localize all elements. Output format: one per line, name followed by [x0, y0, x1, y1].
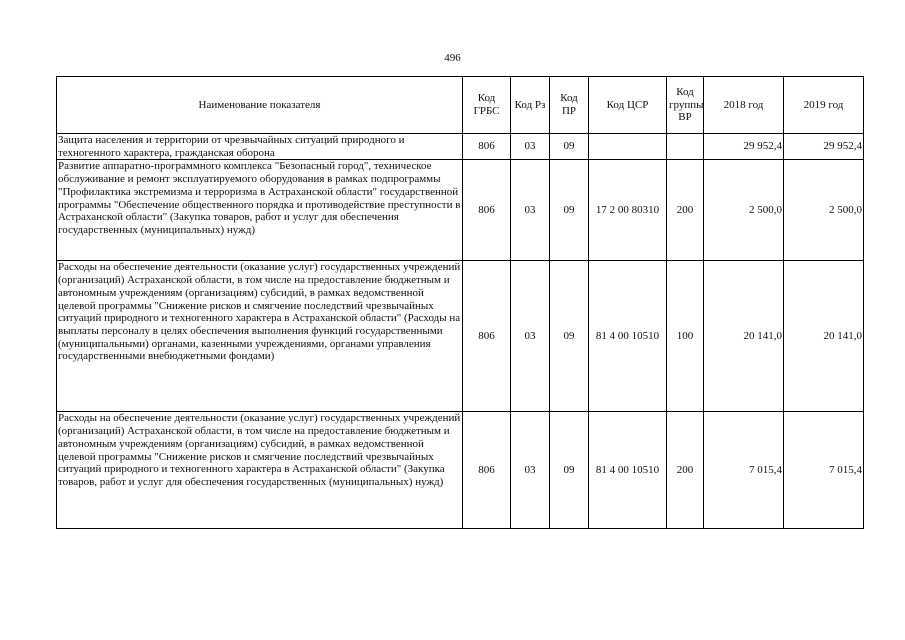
- header-grbs: Код ГРБС: [463, 77, 511, 134]
- row-pr: 09: [550, 160, 589, 261]
- page-number: 496: [444, 52, 461, 64]
- row-name: Развитие аппаратно-программного комплекса "Безопасный город", техническое обслуживание и ремонт эксплуатируемого оборудования в рамках подпрограммы "Профилактика экстремизма и терроризма в Астраханской области" государственной программы "Обеспечение общественного порядка и противодействие преступности в Астраханской области" (Закупка товаров, работ и услуг для обеспечения государственных (муниципальных) нужд): [57, 160, 463, 261]
- table-row: [57, 261, 864, 412]
- row-pr: 09: [550, 134, 589, 160]
- row-rz: 03: [511, 160, 550, 261]
- header-rz: Код Рз: [511, 77, 550, 134]
- row-2018: 2 500,0: [704, 160, 784, 261]
- row-name: Защита населения и территории от чрезвычайных ситуаций природного и техногенного характера, гражданская оборона: [57, 134, 463, 160]
- row-pr: 09: [550, 261, 589, 412]
- row-csr: 81 4 00 10510: [589, 412, 667, 529]
- row-grbs: 806: [463, 261, 511, 412]
- row-pr: 09: [550, 412, 589, 529]
- row-2019: 20 141,0: [784, 261, 864, 412]
- row-csr: 17 2 00 80310: [589, 160, 667, 261]
- budget-table: [56, 76, 864, 529]
- row-name: Расходы на обеспечение деятельности (оказание услуг) государственных учреждений (организаций) Астраханской области, в том числе на предоставление бюджетным и автономным учреждениям (организациям) субсидий, в рамках ведомственной целевой программы "Снижение рисков и смягчение последствий чрезвычайных ситуаций природного и техногенного характера в Астраханской области" (Расходы на выплаты персоналу в целях обеспечения выполнения функций государственными (муниципальными) органами, казенными учреждениями, органами управления государственными внебюджетными фондами): [57, 261, 463, 412]
- row-csr: [589, 134, 667, 160]
- row-rz: 03: [511, 261, 550, 412]
- row-grbs: 806: [463, 160, 511, 261]
- header-vr: Код группы ВР: [667, 77, 704, 134]
- row-2018: 7 015,4: [704, 412, 784, 529]
- table-row: [57, 412, 864, 529]
- row-2018: 20 141,0: [704, 261, 784, 412]
- table-row: [57, 160, 864, 261]
- row-vr: [667, 134, 704, 160]
- row-2018: 29 952,4: [704, 134, 784, 160]
- row-grbs: 806: [463, 134, 511, 160]
- row-vr: 200: [667, 160, 704, 261]
- row-vr: 200: [667, 412, 704, 529]
- header-2019: 2019 год: [784, 77, 864, 134]
- header-name: Наименование показателя: [57, 77, 463, 134]
- row-2019: 7 015,4: [784, 412, 864, 529]
- row-grbs: 806: [463, 412, 511, 529]
- header-pr: Код ПР: [550, 77, 589, 134]
- row-rz: 03: [511, 412, 550, 529]
- row-rz: 03: [511, 134, 550, 160]
- header-csr: Код ЦСР: [589, 77, 667, 134]
- row-vr: 100: [667, 261, 704, 412]
- row-csr: 81 4 00 10510: [589, 261, 667, 412]
- row-name: Расходы на обеспечение деятельности (оказание услуг) государственных учреждений (организаций) Астраханской области, в том числе на предоставление бюджетным и автономным учреждениям (организациям) субсидий, в рамках ведомственной целевой программы "Снижение рисков и смягчение последствий чрезвычайных ситуаций природного и техногенного характера в Астраханской области" (Закупка товаров, работ и услуг для обеспечения государственных (муниципальных) нужд): [57, 412, 463, 529]
- row-2019: 29 952,4: [784, 134, 864, 160]
- row-2019: 2 500,0: [784, 160, 864, 261]
- header-row: [57, 77, 864, 134]
- table-row: [57, 134, 864, 160]
- header-2018: 2018 год: [704, 77, 784, 134]
